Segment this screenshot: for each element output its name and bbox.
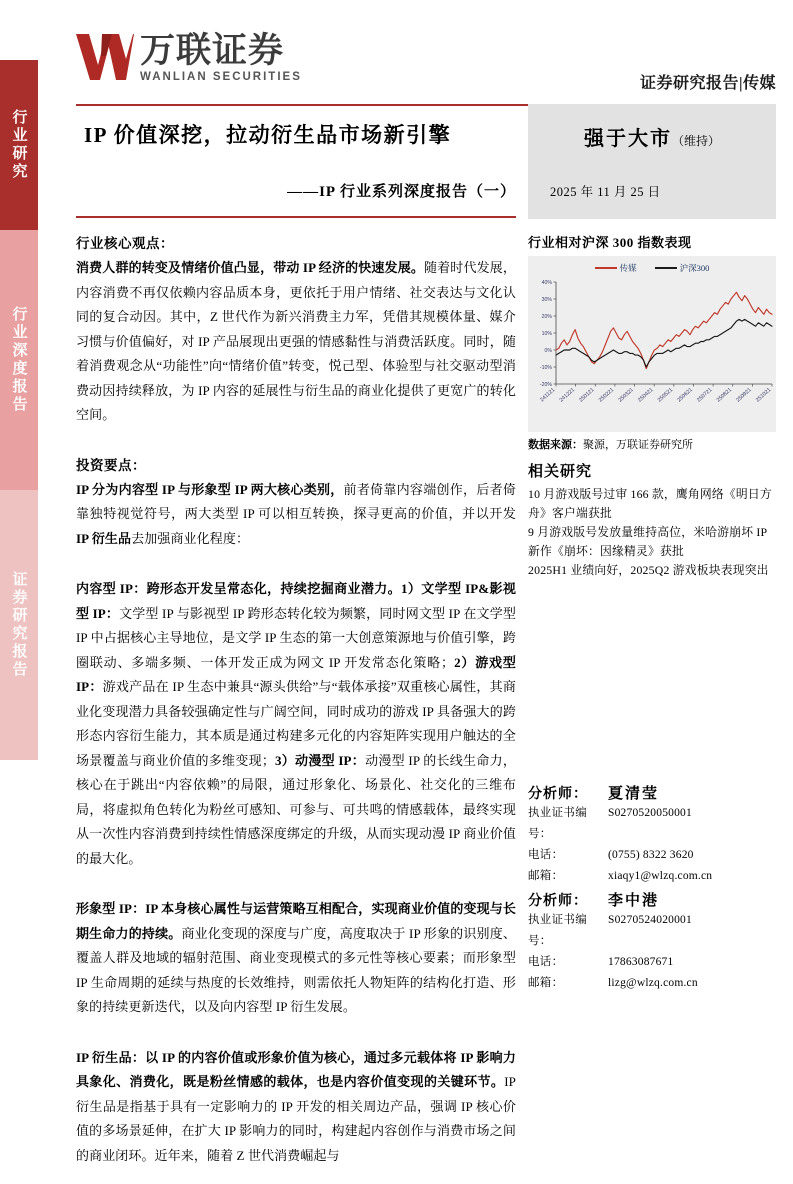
document-header	[76, 31, 776, 104]
invest-lead: IP 分为内容型 IP 与形象型 IP 两大核心类别，	[76, 481, 344, 497]
section-derivatives	[76, 1046, 516, 1169]
derivative-paragraph	[76, 1046, 516, 1169]
related-research-item[interactable]: 2025H1 业绩向好，2025Q2 游戏板块表现突出	[528, 563, 769, 577]
page-title: IP 价值深挖，拉动衍生品市场新引擎	[84, 123, 452, 147]
analyst-name-row	[528, 889, 776, 910]
core-view-lead: 消费人群的转变及情绪价值凸显，带动 IP 经济的快速发展。	[76, 260, 424, 275]
svg-text:250821: 250821	[715, 387, 734, 404]
svg-text:241121: 241121	[539, 387, 557, 404]
image-ip-text: 商业化变现的深度与广度，高度取决于 IP 形象的识别度、覆盖人群及地域的辐射范围、商业变现模式的多元性等核心要素；而形象型 IP 生命周期的延续与热度的长效维持，则需依托人物矩阵的结构化打造、形象的持续更新迭代，以及向内容型 IP 衍生发展。	[76, 925, 516, 1014]
analyst-phone-value: 17863087671	[608, 956, 674, 968]
analyst-phone-value: (0755) 8322 3620	[608, 849, 694, 861]
analyst-email-label: 邮箱：	[528, 870, 564, 882]
analyst-email-row	[528, 866, 776, 887]
svg-text:251021: 251021	[754, 387, 773, 404]
core-view-text: 随着时代发展，内容消费不再仅依赖内容品质本身，更依托于用户情绪、社交表达与文化认同的复合动因。其中，Z 世代作为新兴消费主力军，凭借其规模体量、媒介习惯与价值偏好，对 IP 产品展现出更强的情感黏性与消费活跃度。同时，随着消费观念从“功能性”向“情绪价值”转变，悦己型、体验型与社交驱动型消费动因持续释放，为 IP 内容的延展性与衍生品的商业化提供了更宽广的转化空间。	[76, 260, 516, 422]
analyst-license-value: S0270524020001	[608, 914, 692, 926]
invest-text-1: 前者倚靠内容端创作，后者倚靠独特视觉符号，两大类型 IP 可以相互转换，探寻更高的价值，并以开发	[76, 481, 516, 521]
data-source-label: 数据来源：	[528, 439, 583, 451]
svg-text:250621: 250621	[676, 387, 694, 404]
analyst-license-label: 执业证书编号：	[528, 914, 587, 947]
svg-text:40%: 40%	[541, 279, 552, 286]
data-source-value: 聚源，万联证券研究所	[583, 439, 693, 451]
svg-text:0%: 0%	[544, 347, 552, 354]
title-block	[76, 118, 516, 201]
image-ip-lead: 形象型 IP：IP 本身核心属性与运营策略互相配合，实现商业价值的变现与长期生命力的持续。	[76, 901, 516, 941]
analyst-phone-label: 电话：	[528, 849, 564, 861]
rating-status: （维持）	[671, 134, 720, 148]
image-ip-paragraph	[76, 897, 516, 1020]
content-ip-paragraph	[76, 577, 516, 871]
analyst-phone-label: 电话：	[528, 956, 564, 968]
svg-text:-10%: -10%	[539, 364, 552, 371]
svg-text:30%: 30%	[541, 296, 552, 303]
related-research-item[interactable]: 9 月游戏版号发放量维持高位，米哈游崩坏 IP 新作《崩坏：因缘精灵》获批	[528, 525, 767, 558]
svg-text:20%: 20%	[541, 313, 552, 320]
analyst-panel	[528, 780, 776, 994]
brand-logo	[76, 31, 302, 85]
legend-swatch-media	[595, 267, 617, 270]
title-divider	[76, 216, 516, 218]
analyst-email-label: 邮箱：	[528, 977, 564, 989]
svg-text:250421: 250421	[637, 387, 655, 404]
chart-data-source	[528, 436, 776, 452]
analyst-name: 夏清莹	[608, 786, 660, 802]
side-tab-industry-deep-report	[0, 230, 38, 490]
analyst-license-row	[528, 910, 776, 952]
analyst-label: 分析师：	[528, 894, 588, 909]
content-ip-text-2: 游戏产品在 IP 生态中兼具“源头供给”与“载体承接”双重核心属性，其商业化变现潜力具备较强确定性与广阔空间，同时成功的游戏 IP 具备强大的跨形态内容衍生能力，其本质是通过构建多元化的内容矩阵实现用户触达的全场景覆盖与商业价值的多维变现；	[76, 679, 516, 768]
invest-heading: 投资要点：	[76, 457, 146, 473]
analyst-phone-row	[528, 952, 776, 973]
analyst-name: 李中港	[608, 893, 660, 909]
performance-chart	[528, 256, 776, 432]
invest-text-2: 去加强商业化程度：	[131, 530, 250, 546]
report-date: 2025 年 11 月 25 日	[550, 185, 661, 199]
svg-text:-20%: -20%	[539, 381, 552, 388]
svg-text:250521: 250521	[656, 387, 675, 404]
svg-text:250121: 250121	[578, 387, 596, 404]
side-tab-label: 行业深度报告	[10, 306, 27, 414]
analyst-license-row	[528, 803, 776, 845]
chart-title: 行业相对沪深 300 指数表现	[528, 235, 692, 250]
svg-text:250321: 250321	[617, 387, 635, 404]
analyst-license-value: S0270520050001	[608, 807, 692, 819]
main-body	[76, 232, 516, 1184]
chart-legend	[528, 262, 776, 274]
section-image-ip	[76, 897, 516, 1020]
related-research-heading: 相关研究	[528, 464, 593, 480]
chart-canvas	[528, 276, 776, 432]
analyst-license-label: 执业证书编号：	[528, 807, 587, 840]
derivative-text: IP 衍生品是指基于具有一定影响力的 IP 开发的相关周边产品，强调 IP 核心价值的多场景延伸，在扩大 IP 影响力的同时，构建起内容创作与消费市场之间的商业闭环。近年来，随着 Z 世代消费崛起与	[76, 1074, 516, 1163]
section-investment-points	[76, 454, 516, 552]
side-tab-label: 行业研究	[10, 109, 27, 181]
related-research-list	[528, 485, 776, 580]
svg-text:250921: 250921	[735, 387, 753, 404]
analyst-email-value[interactable]: lizg@wlzq.com.cn	[608, 977, 698, 989]
content-ip-text-1: 文学型 IP 与影视型 IP 跨形态转化较为频繁，同时网文型 IP 在文学型 IP 中占据核心主导地位，是文学 IP 生态的第一大创意策源地与价值引擎，跨圈联动、多端多频、一体开发正成为网文 IP 开发常态化策略；	[76, 605, 517, 670]
legend-item-csi300	[655, 262, 710, 274]
brand-name-en: WANLIAN SECURITIES	[140, 71, 302, 83]
svg-text:241221: 241221	[558, 387, 576, 404]
page-subtitle: ——IP 行业系列深度报告（一）	[287, 184, 516, 200]
invest-bold-2: IP 衍生品	[76, 530, 132, 546]
analyst-phone-row	[528, 845, 776, 866]
legend-label-csi300: 沪深300	[679, 263, 710, 273]
rating-panel	[528, 104, 776, 219]
side-tab-securities-research-report	[0, 490, 38, 760]
section-core-view	[76, 232, 516, 428]
svg-text:250721: 250721	[696, 387, 714, 404]
rating-line	[528, 122, 776, 151]
content-ip-text-3: 动漫型 IP 的长线生命力，核心在于跳出“内容依赖”的局限，通过形象化、场景化、社交化的三维布局，将虚拟角色转化为粉丝可感知、可参与、可共鸣的情感载体，最终实现从一次性内容消费到持续性情感深度绑定的升级，从而实现动漫 IP 商业价值的最大化。	[76, 752, 516, 866]
analyst-email-value[interactable]: xiaqy1@wlzq.com.cn	[608, 870, 713, 882]
report-category: 证券研究报告|传媒	[639, 75, 776, 92]
content-ip-lead-2: 2）游戏型 IP：	[76, 654, 516, 694]
core-view-paragraph	[76, 256, 516, 428]
content-ip-lead-3: 3）动漫型 IP：	[274, 752, 366, 768]
legend-label-media: 传媒	[619, 263, 637, 273]
core-view-heading: 行业核心观点：	[76, 236, 174, 251]
brand-name-cn: 万联证券	[140, 31, 285, 70]
side-tab-label: 证券研究报告	[10, 571, 27, 679]
section-content-ip	[76, 577, 516, 871]
related-research-item[interactable]: 10 月游戏版号过审 166 款，鹰角网络《明日方舟》客户端获批	[528, 487, 772, 520]
side-tab-strip	[0, 60, 38, 760]
analyst-name-row	[528, 782, 776, 803]
analyst-email-row	[528, 973, 776, 994]
legend-swatch-csi300	[655, 267, 677, 270]
content-ip-lead: 内容型 IP：跨形态开发呈常态化，持续挖掘商业潜力。1）文学型 IP&影视型 IP：	[76, 581, 516, 621]
svg-text:10%: 10%	[541, 330, 552, 337]
legend-item-media	[595, 262, 637, 274]
invest-paragraph	[76, 478, 516, 552]
wanlian-w-mark-icon	[76, 34, 134, 80]
side-tab-industry-research	[0, 60, 38, 230]
analyst-entry	[528, 889, 776, 994]
analyst-entry	[528, 782, 776, 887]
svg-text:250221: 250221	[597, 387, 616, 404]
right-sidebar	[528, 232, 776, 580]
derivative-lead: IP 衍生品：以 IP 的内容价值或形象价值为核心，通过多元载体将 IP 影响力具象化、消费化，既是粉丝情感的载体，也是内容价值变现的关键环节。	[76, 1049, 516, 1089]
analyst-label: 分析师：	[528, 787, 588, 802]
rating-value: 强于大市	[583, 128, 672, 150]
